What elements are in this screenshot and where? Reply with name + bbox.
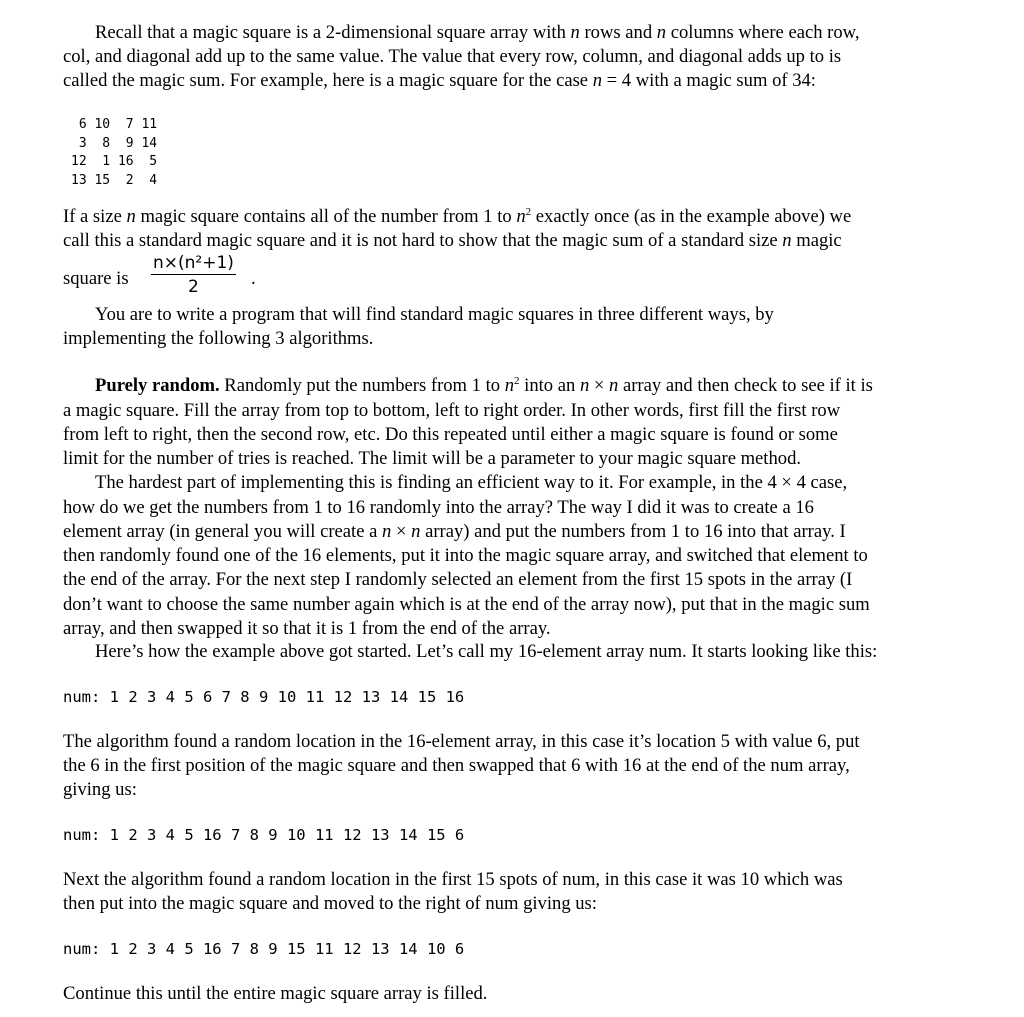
num-array-step-1: num: 1 2 3 4 5 16 7 8 9 10 11 12 13 14 15 6 — [63, 826, 465, 844]
magic-square-row: 6 10 7 11 — [71, 117, 158, 132]
intro-line-2: col, and diagonal add up to the same value. The value that every row, column, and diagonal adds up to is — [63, 46, 842, 67]
magic-sum-formula — [151, 253, 236, 297]
found-line-2: the 6 in the first position of the magic square and then swapped that 6 with 16 at the end of the num array, — [63, 755, 850, 776]
random-line-4: limit for the number of tries is reached. The limit will be a parameter to your magic square method. — [63, 448, 802, 469]
random-line-3: from left to right, then the second row, etc. Do this repeated until either a magic square is found or some — [63, 424, 838, 445]
hardest-line-2: how do we get the numbers from 1 to 16 randomly into the array? The way I did it was to create a 16 — [63, 497, 814, 518]
hardest-line-1: The hardest part of implementing this is finding an efficient way to it. For example, in the 4 × 4 case, — [95, 472, 848, 493]
hardest-line-5: the end of the array. For the next step I randomly selected an element from the first 15 spots in the array (I — [63, 569, 853, 590]
hardest-line-6: don’t want to choose the same number again which is at the end of the array now), put that in the magic sum — [63, 594, 870, 615]
standard-line-3: square is — [63, 268, 129, 289]
task-line-1: You are to write a program that will find standard magic squares in three different ways, by — [95, 304, 774, 325]
hardest-line-4: then randomly found one of the 16 elements, put it into the magic square array, and switched that element to — [63, 545, 868, 566]
found-line-3: giving us: — [63, 779, 137, 800]
standard-line-1: If a size n magic square contains all of the number from 1 to $n^2$ exactly once (as in the example above) we — [63, 206, 852, 227]
magic-square-row: 13 15 2 4 — [71, 172, 158, 188]
continue-line: Continue this until the entire magic square array is filled. — [63, 983, 488, 1004]
num-array-initial: num: 1 2 3 4 5 6 7 8 9 10 11 12 13 14 15 16 — [63, 688, 465, 706]
magic-square-example — [71, 116, 157, 190]
random-line-2: a magic square. Fill the array from top to bottom, left to right order. In other words, first fill the first row — [63, 400, 841, 421]
found-line-1: The algorithm found a random location in the 16-element array, in this case it’s location 5 with value 6, put — [63, 731, 860, 752]
formula-denominator: 2 — [188, 277, 199, 297]
random-heading: Purely random. — [95, 375, 220, 396]
task-line-2: implementing the following 3 algorithms. — [63, 328, 374, 349]
magic-square-row: 12 1 16 5 — [71, 154, 158, 170]
random-line-1: Purely random. Randomly put the numbers from 1 to $n^2$ into an n × n array and then check to see if it is — [95, 375, 873, 396]
hardest-line-8: Here’s how the example above got started. Let’s call my 16-element array num. It starts looking like this: — [95, 641, 878, 662]
intro-line-3: called the magic sum. For example, here is a magic square for the case n = 4 with a magic sum of 34: — [63, 70, 816, 91]
hardest-line-7: array, and then swapped it so that it is 1 from the end of the array. — [63, 618, 551, 639]
intro-line-1: Recall that a magic square is a 2-dimensional square array with n rows and n columns where each row, — [95, 22, 860, 43]
hardest-line-3: element array (in general you will create a n × n array) and put the numbers from 1 to 16 into that array. I — [63, 521, 846, 542]
standard-line-2: call this a standard magic square and it is not hard to show that the magic sum of a standard size n magic — [63, 230, 842, 251]
num-array-step-2: num: 1 2 3 4 5 16 7 8 9 15 11 12 13 14 10 6 — [63, 940, 465, 958]
next-line-2: then put into the magic square and moved to the right of num giving us: — [63, 893, 597, 914]
next-line-1: Next the algorithm found a random location in the first 15 spots of num, in this case it was 10 which was — [63, 869, 843, 890]
formula-period: . — [251, 268, 256, 289]
magic-square-row: 3 8 9 14 — [71, 135, 158, 151]
formula-numerator: n×(n²+1) — [153, 253, 234, 273]
